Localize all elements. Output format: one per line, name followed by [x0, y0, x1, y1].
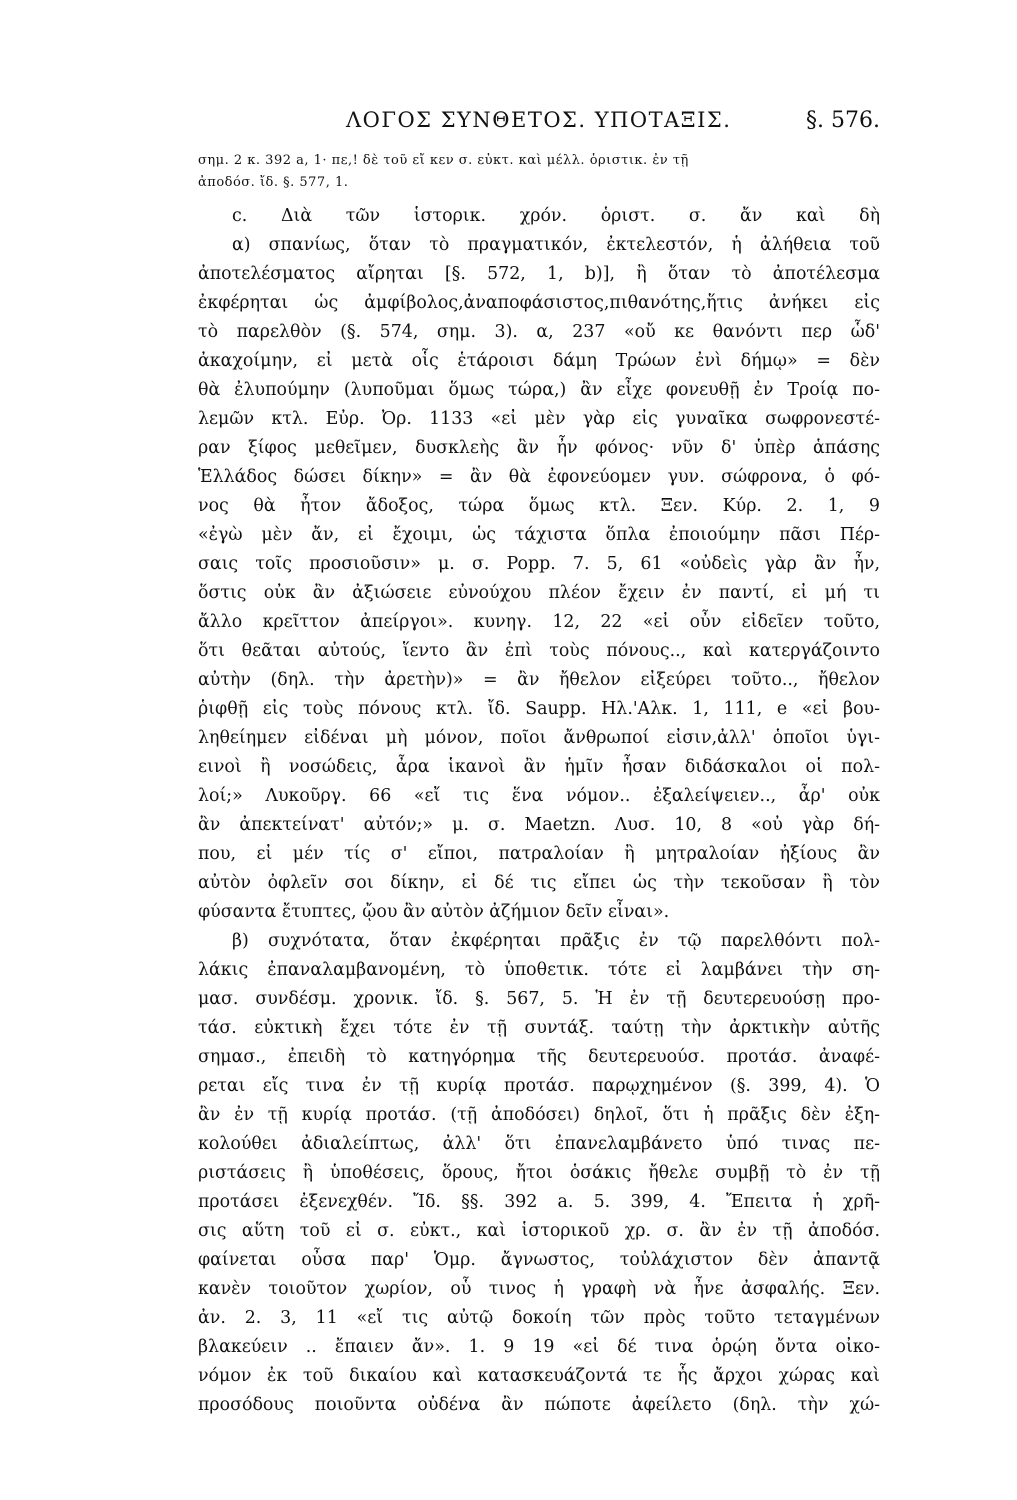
text-line: c. Διὰ τῶν ἱστορικ. χρόν. ὁριστ. σ. ἄν καὶ δὴ — [232, 206, 880, 226]
text-line: ρεται εἴς τινα ἐν τῇ κυρίᾳ προτάσ. παρῳχημένον (§. 399, 4). Ὁ — [198, 1076, 880, 1096]
running-title: ΛΟΓΟΣ ΣΥΝΘΕΤΟΣ. ΥΠΟΤΑΞΙΣ. — [346, 108, 732, 132]
text-line: ἂν ἀπεκτείνατ' αὐτόν;» μ. σ. Maetzn. Λυσ. 10, 8 «οὐ γὰρ δή- — [198, 815, 880, 835]
text-line: ῥιφθῇ εἰς τοὺς πόνους κτλ. ἴδ. Saupp. Ηλ.'Αλκ. 1, 111, e «εἰ βου- — [198, 699, 880, 719]
text-line: «ἐγὼ μὲν ἄν, εἰ ἔχοιμι, ὡς τάχιστα ὅπλα ἐποιούμην πᾶσι Πέρ- — [198, 525, 880, 545]
section-number: §. 576. — [806, 108, 880, 133]
page-header — [198, 100, 880, 144]
text-line: που, εἰ μέν τίς σ' εἴποι, πατραλοίαν ἢ μητραλοίαν ἠξίους ἂν — [198, 844, 880, 864]
text-line: τὸ παρελθὸν (§. 574, σημ. 3). α, 237 «οὔ κε θανόντι περ ὧδ' — [198, 322, 880, 342]
text-line: κολούθει ἀδιαλείπτως, ἀλλ' ὅτι ἐπανελαμβάνετο ὑπό τινας πε- — [198, 1134, 880, 1154]
text-line: βλακεύειν .. ἔπαιεν ἄν». 1. 9 19 «εἰ δέ τινα ὁρῴη ὄντα οἰκο- — [198, 1337, 880, 1357]
text-line: σαις τοῖς προσιοῦσιν» μ. σ. Popp. 7. 5, 61 «οὐδεὶς γὰρ ἂν ἦν, — [198, 554, 880, 574]
text-line: ὅτι θεᾶται αὐτούς, ἵεντο ἂν ἐπὶ τοὺς πόνους.., καὶ κατεργάζοιντο — [198, 641, 880, 661]
text-line: ἐκφέρηται ὡς ἀμφίβολος,ἀναποφάσιστος,πιθανότης,ἥτις ἀνήκει εἰς — [198, 293, 880, 313]
body-text — [198, 202, 880, 1420]
text-line: λοί;» Λυκοῦργ. 66 «εἴ τις ἕνα νόμον.. ἐξαλείψειεν.., ἆρ' οὐκ — [198, 786, 880, 806]
text-line: λεμῶν κτλ. Εὐρ. Ὀρ. 1133 «εἰ μὲν γὰρ εἰς γυναῖκα σωφρονεστέ- — [198, 409, 880, 429]
text-line: φύσαντα ἔτυπτες, ᾤου ἂν αὐτὸν ἀζήμιον δεῖν εἶναι». — [198, 902, 670, 922]
text-line: προσόδους ποιοῦντα οὐδένα ἂν πώποτε ἀφείλετο (δηλ. τὴν χώ- — [198, 1395, 880, 1415]
text-line: σημασ., ἐπειδὴ τὸ κατηγόρημα τῆς δευτερευούσ. προτάσ. ἀναφέ- — [198, 1047, 880, 1067]
footnote-block — [198, 150, 880, 194]
text-line: Ἑλλάδος δώσει δίκην» = ἂν θὰ ἐφονεύομεν γυν. σώφρονα, ὁ φό- — [198, 467, 880, 487]
text-line: μασ. συνδέσμ. χρονικ. ἴδ. §. 567, 5. Ἡ ἐν τῇ δευτερευούσῃ προ- — [198, 989, 880, 1009]
text-line: ὅστις οὐκ ἂν ἀξιώσειε εὐνούχου πλέον ἔχειν ἐν παντί, εἰ μή τι — [198, 583, 880, 603]
text-line: ραν ξίφος μεθεῖμεν, δυσκλεὴς ἂν ἦν φόνος· νῦν δ' ὑπὲρ ἁπάσης — [198, 438, 880, 458]
text-line: φαίνεται οὖσα παρ' Ὁμρ. ἄγνωστος, τοὐλάχιστον δὲν ἀπαντᾷ — [198, 1250, 880, 1270]
book-page — [198, 100, 880, 1420]
text-line: προτάσει ἐξενεχθέν. Ἴδ. §§. 392 a. 5. 399, 4. Ἔπειτα ἡ χρῆ- — [198, 1192, 880, 1212]
text-line: ληθείημεν εἰδέναι μὴ μόνον, ποῖοι ἄνθρωποί εἰσιν,ἀλλ' ὁποῖοι ὑγι- — [198, 728, 880, 748]
text-line: ἀποτελέσματος αἴρηται [§. 572, 1, b)], ἢ ὅταν τὸ ἀποτέλεσμα — [198, 264, 880, 284]
text-line: τάσ. εὐκτικὴ ἔχει τότε ἐν τῇ συντάξ. ταύτῃ τὴν ἀρκτικὴν αὐτῆς — [198, 1018, 880, 1038]
text-line: ἄλλο κρεῖττον ἀπείργοι». κυνηγ. 12, 22 «εἰ οὖν εἰδεῖεν τοῦτο, — [198, 612, 880, 632]
text-line: αὐτὴν (δηλ. τὴν ἀρετὴν)» = ἂν ἤθελον εἰξεύρει τοῦτο.., ἤθελον — [198, 670, 880, 690]
text-line: β) συχνότατα, ὅταν ἐκφέρηται πρᾶξις ἐν τῷ παρελθόντι πολ- — [232, 931, 880, 951]
text-line: θὰ ἐλυπούμην (λυποῦμαι ὅμως τώρα,) ἂν εἶχε φονευθῇ ἐν Τροίᾳ πο- — [198, 380, 880, 400]
text-line: κανὲν τοιοῦτον χωρίον, οὗ τινος ἡ γραφὴ νὰ ἦνε ἀσφαλής. Ξεν. — [198, 1279, 880, 1299]
text-line: ἂν ἐν τῇ κυρίᾳ προτάσ. (τῇ ἀποδόσει) δηλοῖ, ὅτι ἡ πρᾶξις δὲν ἐξη- — [198, 1105, 880, 1125]
text-line: α) σπανίως, ὅταν τὸ πραγματικόν, ἐκτελεστόν, ἡ ἀλήθεια τοῦ — [232, 235, 880, 255]
text-line: νος θὰ ἦτον ἄδοξος, τώρα ὅμως κτλ. Ξεν. Κύρ. 2. 1, 9 — [198, 496, 880, 516]
text-line: νόμον ἐκ τοῦ δικαίου καὶ κατασκευάζοντά τε ἧς ἄρχοι χώρας καὶ — [198, 1366, 880, 1386]
text-line: αὐτὸν ὀφλεῖν σοι δίκην, εἰ δέ τις εἴπει ὡς τὴν τεκοῦσαν ἢ τὸν — [198, 873, 880, 893]
text-line: ἀν. 2. 3, 11 «εἴ τις αὐτῷ δοκοίη τῶν πρὸς τοῦτο τεταγμένων — [198, 1308, 880, 1328]
text-line: λάκις ἐπαναλαμβανομένη, τὸ ὑποθετικ. τότε εἰ λαμβάνει τὴν ση- — [198, 960, 880, 980]
text-line: ριστάσεις ἢ ὑποθέσεις, ὅρους, ἤτοι ὁσάκις ἤθελε συμβῇ τὸ ἐν τῇ — [198, 1163, 880, 1183]
text-line: σις αὕτη τοῦ εἰ σ. εὐκτ., καὶ ἱστορικοῦ χρ. σ. ἂν ἐν τῇ ἀποδόσ. — [198, 1221, 880, 1241]
text-line: ἀκαχοίμην, εἰ μετὰ οἷς ἑτάροισι δάμη Τρώων ἐνὶ δήμῳ» = δὲν — [198, 351, 880, 371]
note-line: σημ. 2 κ. 392 a, 1· πε,! δὲ τοῦ εἴ κεν σ. εὐκτ. καὶ μέλλ. ὁριστικ. ἐν τῇ — [198, 153, 689, 168]
note-line: ἀποδόσ. ἴδ. §. 577, 1. — [198, 175, 349, 190]
text-line: εινοὶ ἢ νοσώδεις, ἆρα ἱκανοὶ ἂν ἡμῖν ἦσαν διδάσκαλοι οἱ πολ- — [198, 757, 880, 777]
